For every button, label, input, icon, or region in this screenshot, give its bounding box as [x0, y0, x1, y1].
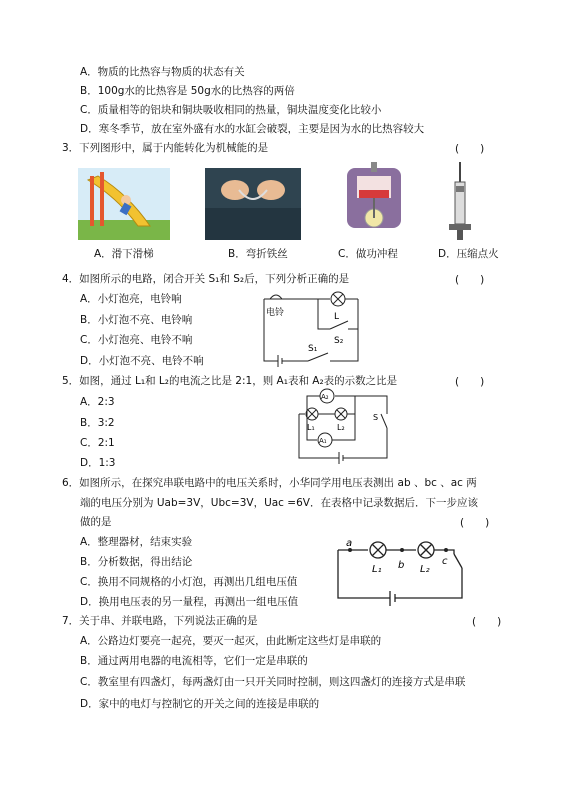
q4-label-bell: 电铃 — [266, 308, 285, 318]
q3-image-engine — [335, 160, 413, 242]
q2-option-c: C．质量相等的铝块和铜块吸收相同的热量，铜块温度变化比较小 — [80, 104, 382, 116]
q5-label-a2: A₂ — [321, 393, 329, 401]
q4-circuit-diagram — [258, 285, 368, 369]
q6-stem-line2: 端的电压分别为 Uab=3V，Ubc=3V，Uac =6V．在表格中记录数据后．下一步应该 — [80, 497, 478, 509]
q6-stem-line1: 6．如图所示，在探究串联电路中的电压关系时，小华同学用电压表测出 ab 、bc 、ac 两 — [62, 477, 477, 489]
q3-caption-b: B．弯折铁丝 — [228, 248, 288, 260]
q5-stem: 5．如图，通过 L₁和 L₂的电流之比是 2:1，则 A₁表和 A₂表的示数之比是 — [62, 375, 398, 387]
q4-option-b: B．小灯泡不亮、电铃响 — [80, 314, 193, 326]
q7-option-c: C．教室里有四盏灯，每两盏灯由一只开关同时控制，则这四盏灯的连接方式是串联 — [80, 676, 466, 688]
q2-option-a: A．物质的比热容与物质的状态有关 — [80, 66, 245, 78]
q7-option-d: D．家中的电灯与控制它的开关之间的连接是串联的 — [80, 698, 320, 710]
q6-label-l1: L₁ — [372, 564, 382, 575]
q5-option-d: D．1:3 — [80, 457, 116, 469]
q6-option-d: D．换用电压表的另一量程，再测出一组电压值 — [80, 596, 299, 608]
q6-option-b: B．分析数据，得出结论 — [80, 556, 193, 568]
q6-label-a: a — [346, 538, 353, 549]
q2-option-d: D．寒冬季节，放在室外盛有水的水缸会破裂，主要是因为水的比热容较大 — [80, 123, 425, 135]
q7-answer-paren: ( ) — [472, 616, 502, 628]
q5-option-b: B．3:2 — [80, 417, 115, 429]
q2-option-b: B．100g水的比热容是 50g水的比热容的两倍 — [80, 85, 295, 97]
q3-image-syringe — [445, 162, 475, 242]
q6-option-a: A．整理器材，结束实验 — [80, 536, 193, 548]
q3-stem: 3．下列图形中，属于内能转化为机械能的是 — [62, 142, 269, 154]
q4-label-s2: S₂ — [334, 336, 344, 346]
q6-label-c: c — [442, 556, 448, 567]
q6-stem-line3: 做的是 — [80, 516, 112, 528]
q4-option-d: D．小灯泡不亮、电铃不响 — [80, 355, 204, 367]
q4-label-s1: S₁ — [308, 344, 318, 354]
q3-caption-d: D．压缩点火 — [438, 248, 499, 260]
q3-answer-paren: ( ) — [455, 143, 485, 155]
q6-option-c: C．换用不同规格的小灯泡，再测出几组电压值 — [80, 576, 298, 588]
q3-image-slide — [78, 168, 170, 240]
q7-option-b: B．通过两用电器的电流相等，它们一定是串联的 — [80, 655, 308, 667]
q4-option-a: A．小灯泡亮，电铃响 — [80, 293, 182, 305]
q5-label-l1: L₁ — [307, 423, 315, 432]
q3-caption-c: C．做功冲程 — [338, 248, 398, 260]
q4-label-lamp: L — [334, 312, 340, 322]
q6-label-b: b — [398, 560, 405, 571]
q3-image-wire — [205, 168, 301, 240]
q5-label-l2: L₂ — [337, 423, 345, 432]
q7-stem: 7．关于串、并联电路，下列说法正确的是 — [62, 615, 258, 627]
q6-label-l2: L₂ — [420, 564, 430, 575]
q7-option-a: A．公路边灯要亮一起亮，要灭一起灭，由此断定这些灯是串联的 — [80, 635, 382, 647]
q4-stem: 4．如图所示的电路，闭合开关 S₁和 S₂后，下列分析正确的是 — [62, 273, 350, 285]
q6-answer-paren: ( ) — [460, 517, 490, 529]
q5-option-c: C．2:1 — [80, 437, 115, 449]
q5-answer-paren: ( ) — [455, 376, 485, 388]
q5-label-s: S — [373, 413, 379, 422]
q4-answer-paren: ( ) — [455, 274, 485, 286]
q3-caption-a: A．滑下滑梯 — [94, 248, 154, 260]
q5-option-a: A．2:3 — [80, 396, 115, 408]
q5-circuit-diagram — [295, 384, 395, 464]
q5-label-a1: A₁ — [319, 437, 327, 445]
q6-circuit-diagram — [330, 536, 470, 610]
q4-option-c: C．小灯泡亮、电铃不响 — [80, 334, 193, 346]
